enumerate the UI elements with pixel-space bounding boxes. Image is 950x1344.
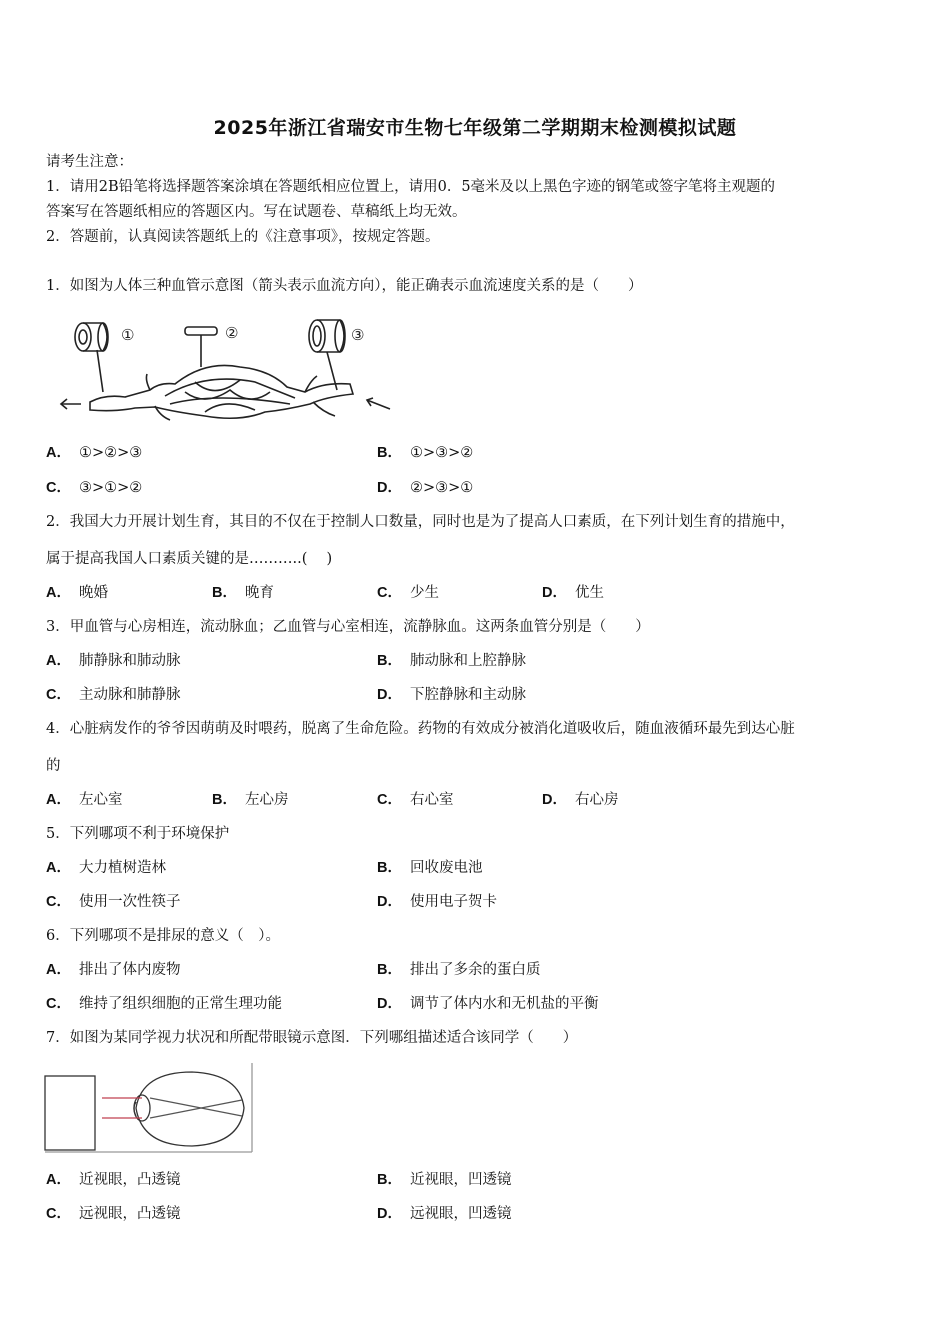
option-a[interactable]: A． 排出了体内废物 xyxy=(46,962,181,978)
option-b[interactable]: B． 回收废电池 xyxy=(377,860,483,876)
option-a[interactable]: A． 大力植树造林 xyxy=(46,860,166,876)
question-4-stem: 4．心脏病发作的爷爷因萌萌及时喂药，脱离了生命危险。药物的有效成分被消化道吸收后，随血液循环最先到达心脏 xyxy=(46,721,795,737)
option-c[interactable]: C． 少生 xyxy=(377,585,439,601)
notice-line: 答案写在答题纸相应的答题区内。写在试题卷、草稿纸上均无效。 xyxy=(46,204,467,220)
option-c[interactable]: C． ③>①>② xyxy=(46,480,143,496)
question-6-stem: 6．下列哪项不是排尿的意义（ ）。 xyxy=(46,928,280,944)
question-5-stem: 5．下列哪项不利于环境保护 xyxy=(46,826,230,842)
option-c[interactable]: C． 主动脉和肺静脉 xyxy=(46,687,181,703)
option-b[interactable]: B． 晚育 xyxy=(212,585,274,601)
notice-heading: 请考生注意： xyxy=(46,154,133,170)
option-d[interactable]: D． 优生 xyxy=(542,585,604,601)
option-d[interactable]: D． 下腔静脉和主动脉 xyxy=(377,687,526,703)
option-b[interactable]: B． 肺动脉和上腔静脉 xyxy=(377,653,526,669)
option-d[interactable]: D． 右心房 xyxy=(542,792,619,808)
option-a[interactable]: A． 肺静脉和肺动脉 xyxy=(46,653,181,669)
page-title: 2025年浙江省瑞安市生物七年级第二学期期末检测模拟试题 xyxy=(213,117,737,139)
question-2-stem: 2．我国大力开展计划生育，其目的不仅在于控制人口数量，同时也是为了提高人口素质，在下列计划生育的措施中， xyxy=(46,514,795,530)
option-a[interactable]: A． 近视眼，凸透镜 xyxy=(46,1172,181,1188)
option-b[interactable]: B． 近视眼，凹透镜 xyxy=(377,1172,512,1188)
option-d[interactable]: D． 远视眼，凹透镜 xyxy=(377,1206,512,1222)
option-b[interactable]: B． 排出了多余的蛋白质 xyxy=(377,962,541,978)
question-4-stem: 的 xyxy=(46,758,61,774)
figure-label-1: ① xyxy=(121,326,135,344)
blood-vessel-figure xyxy=(55,312,395,427)
figure-label-2: ② xyxy=(225,324,239,342)
option-c[interactable]: C． 维持了组织细胞的正常生理功能 xyxy=(46,996,282,1012)
option-a[interactable]: A． 晚婚 xyxy=(46,585,108,601)
notice-line: 2．答题前，认真阅读答题纸上的《注意事项》，按规定答题。 xyxy=(46,229,440,245)
notice-line: 1．请用2B铅笔将选择题答案涂填在答题纸相应位置上，请用0．5毫米及以上黑色字迹的钢笔或签字笔将主观题的 xyxy=(46,179,776,195)
option-d[interactable]: D． 调节了体内水和无机盐的平衡 xyxy=(377,996,599,1012)
eye-lens-figure xyxy=(44,1062,256,1154)
option-c[interactable]: C． 使用一次性筷子 xyxy=(46,894,181,910)
option-c[interactable]: C． 右心室 xyxy=(377,792,454,808)
question-7-stem: 7．如图为某同学视力状况和所配带眼镜示意图．下列哪组描述适合该同学（ ） xyxy=(46,1030,578,1046)
option-a[interactable]: A． 左心室 xyxy=(46,792,123,808)
question-3-stem: 3．甲血管与心房相连，流动脉血；乙血管与心室相连，流静脉血。这两条血管分别是（ ） xyxy=(46,619,650,635)
option-c[interactable]: C． 远视眼，凸透镜 xyxy=(46,1206,181,1222)
question-1-stem: 1．如图为人体三种血管示意图（箭头表示血流方向），能正确表示血流速度关系的是（ ） xyxy=(46,278,643,294)
option-d[interactable]: D． ②>③>① xyxy=(377,480,474,496)
option-a[interactable]: A． ①>②>③ xyxy=(46,445,143,461)
option-b[interactable]: B． ①>③>② xyxy=(377,445,474,461)
figure-label-3: ③ xyxy=(351,326,365,344)
option-b[interactable]: B． 左心房 xyxy=(212,792,289,808)
option-d[interactable]: D． 使用电子贺卡 xyxy=(377,894,497,910)
question-2-stem: 属于提高我国人口素质关键的是………..( ) xyxy=(46,551,333,567)
